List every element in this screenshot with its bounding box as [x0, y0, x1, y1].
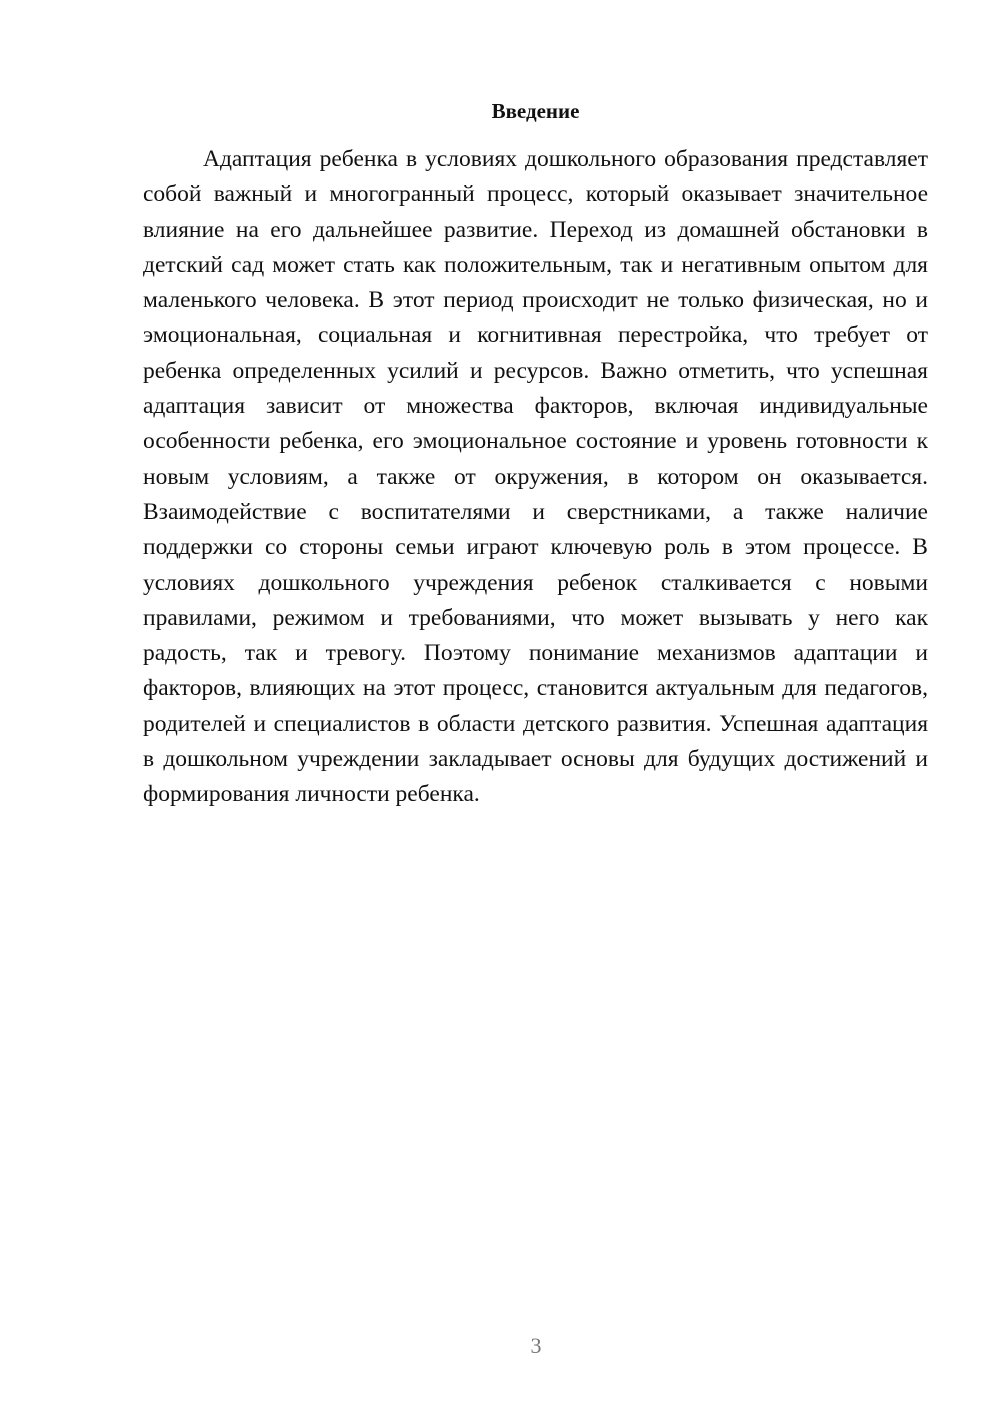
page-number: 3 [530, 1333, 542, 1358]
introduction-paragraph: Адаптация ребенка в условиях дошкольного образования представляет собой важный и многогранный процесс, который оказывает значительное влияние на его дальнейшее развитие. Переход из домашней обстановки в детский сад может стать как положительным, так и негативным опытом для маленького человека. В этот период происходит не только физическая, но и эмоциональная, социальная и когнитивная перестройка, что требует от ребенка определенных усилий и ресурсов. Важно отметить, что успешная адаптация зависит от множества факторов, включая индивидуальные особенности ребенка, его эмоциональное состояние и уровень готовности к новым условиям, а также от окружения, в котором он оказывается. Взаимодействие с воспитателями и сверстниками, а также наличие поддержки со стороны семьи играют ключевую роль в этом процессе. В условиях дошкольного учреждения ребенок сталкивается с новыми правилами, режимом и требованиями, что может вызывать у него как радость, так и тревогу. Поэтому понимание механизмов адаптации и факторов, влияющих на этот процесс, становится актуальным для педагогов, родителей и специалистов в области детского развития. Успешная адаптация в дошкольном учреждении закладывает основы для будущих достижений и формирования личности ребенка. [143, 146, 928, 808]
section-heading: Введение [491, 99, 580, 123]
